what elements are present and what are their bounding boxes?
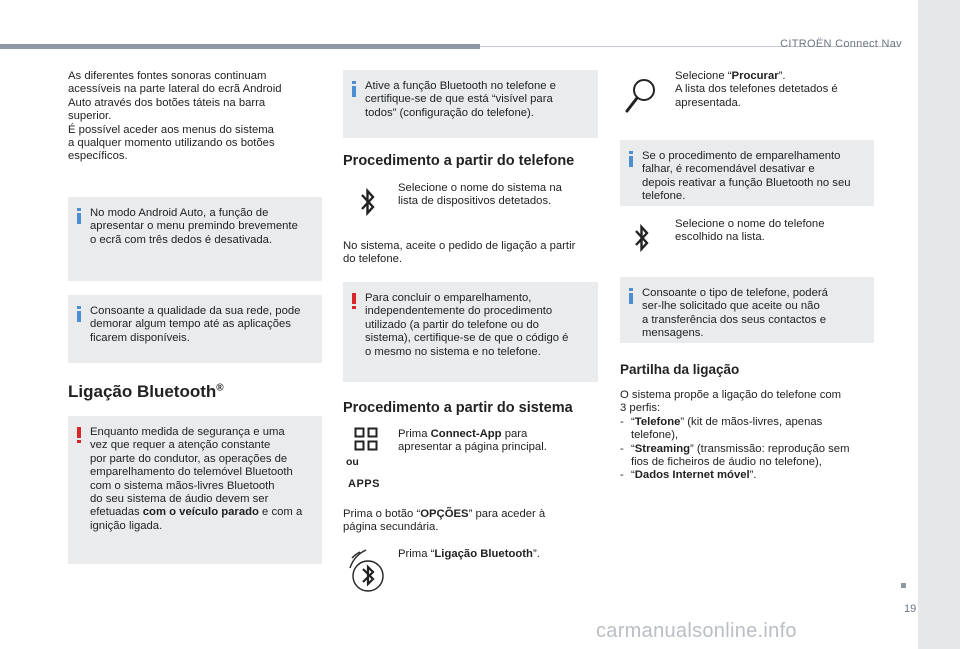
bluetooth-icon bbox=[353, 184, 383, 220]
info-note-visibility: Ative a função Bluetooth no telefone e certifique-se de que está “visível para todos” (configuração do telefone). bbox=[343, 70, 598, 138]
bluetooth-connection-icon bbox=[346, 548, 390, 596]
bluetooth-icon bbox=[627, 220, 657, 256]
warning-icon bbox=[352, 293, 356, 309]
header-rule bbox=[0, 44, 480, 49]
connect-app-step-text: Prima Connect-App para apresentar a página principal. bbox=[398, 428, 547, 454]
header-brand: CITROËN Connect Nav bbox=[780, 38, 902, 50]
section-title-phone-procedure: Procedimento a partir do telefone bbox=[343, 153, 575, 169]
warning-note-safety: Enquanto medida de segurança e uma vez que requer a atenção constante por parte do condutor, as operações de emparelhamento do telemóvel Bluetooth com o sistema mãos-livres Bluetooth do seu sistema de áudio devem ser efetuadas com o veículo parado e com a ignição ligada. bbox=[68, 416, 322, 564]
info-note-contacts: Consoante o tipo de telefone, poderá ser-lhe solicitado que aceite ou não a transferência dos seus contactos e mensagens. bbox=[620, 277, 874, 343]
info-icon bbox=[77, 306, 81, 322]
end-of-section-marker bbox=[901, 583, 906, 588]
bt-link-step-text: Prima “Ligação Bluetooth”. bbox=[398, 548, 540, 560]
warning-icon bbox=[77, 427, 81, 443]
phone-step-text: Selecione o nome do sistema na lista de dispositivos detetados. bbox=[398, 182, 562, 208]
list-item: - “Streaming” (transmissão: reprodução sem fios de ficheiros de áudio no telefone), bbox=[620, 443, 874, 470]
watermark: carmanualsonline.info bbox=[596, 620, 797, 642]
info-icon bbox=[352, 81, 356, 97]
search-magnifier-icon bbox=[622, 76, 658, 116]
profile-list bbox=[620, 416, 874, 483]
select-phone-text: Selecione o nome do telefone escolhido na lista. bbox=[675, 218, 825, 244]
options-step-text: Prima o botão “OPÇÕES” para aceder à página secundária. bbox=[343, 508, 546, 534]
info-icon bbox=[629, 288, 633, 304]
accept-request-text: No sistema, aceite o pedido de ligação a partir do telefone. bbox=[343, 240, 576, 266]
section-title-bluetooth: Ligação Bluetooth® bbox=[68, 382, 224, 401]
info-note-android-auto: No modo Android Auto, a função de apresentar o menu premindo brevemente o ecrã com três dedos é desativada. bbox=[68, 197, 322, 281]
search-step-text: Selecione “Procurar”. A lista dos telefones detetados é apresentada. bbox=[675, 70, 838, 109]
warning-note-code: Para concluir o emparelhamento, independentemente do procedimento utilizado (a partir do telefone ou do sistema), certifique-se de que o código é o mesmo no sistema e no telefone. bbox=[343, 282, 598, 382]
sharing-text: O sistema propõe a ligação do telefone com 3 perfis: - “Telefone” (kit de mãos-livres, apenas telefone), - “Streaming” (transmissão: reprodução sem fios de ficheiros de áudio no telefone), - “Dados Internet móvel”. bbox=[620, 389, 874, 483]
intro-text: As diferentes fontes sonoras continuam acessíveis na parte lateral do ecrã Android Auto através dos botões táteis na barra superior. É possível aceder aos menus do sistema a qualquer momento utilizando os botões específicos. bbox=[68, 70, 282, 163]
page-number: 19 bbox=[904, 603, 917, 615]
info-icon bbox=[629, 151, 633, 167]
apps-button-label: APPS bbox=[348, 478, 380, 490]
apps-grid-icon bbox=[353, 426, 379, 452]
list-item: - “Telefone” (kit de mãos-livres, apenas telefone), bbox=[620, 416, 874, 443]
info-note-network: Consoante a qualidade da sua rede, pode demorar algum tempo até as aplicações ficarem disponíveis. bbox=[68, 295, 322, 363]
or-label: ou bbox=[346, 456, 359, 468]
info-icon bbox=[77, 208, 81, 224]
info-note-pairing-failure: Se o procedimento de emparelhamento falhar, é recomendável desativar e depois reativar a função Bluetooth no seu telefone. bbox=[620, 140, 874, 206]
page-margin-bar bbox=[918, 0, 960, 649]
section-title-system-procedure: Procedimento a partir do sistema bbox=[343, 400, 573, 416]
section-title-sharing: Partilha da ligação bbox=[620, 362, 740, 377]
list-item: - “Dados Internet móvel”. bbox=[620, 469, 874, 482]
